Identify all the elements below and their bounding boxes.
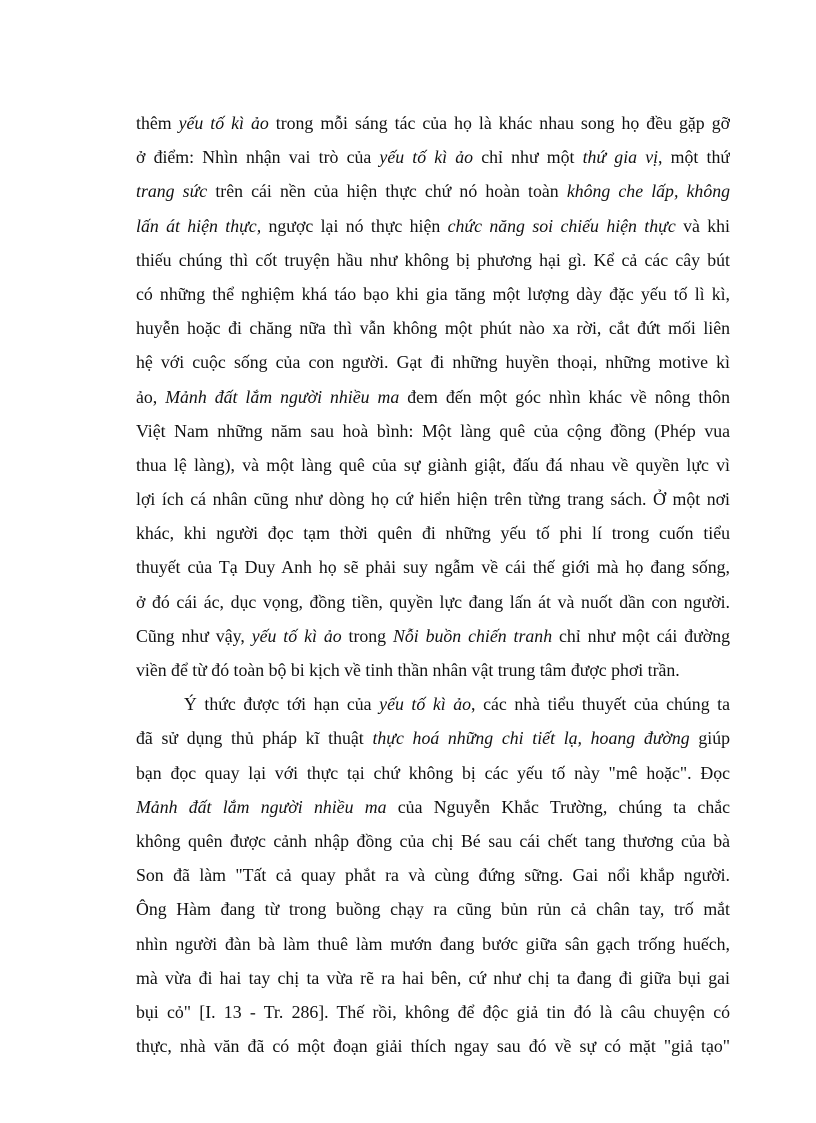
text-line: [136, 927, 730, 961]
text-line: [136, 482, 730, 516]
italic-phrase: Mảnh đất lắm người nhiều ma: [136, 796, 387, 817]
text-run: Ý thức được tới hạn của: [184, 694, 380, 715]
text-run: Cũng như vậy,: [136, 625, 252, 646]
text-run: Việt Nam những năm sau hoà bình: Một làng quê của cộng đồng (Phép vua: [136, 420, 730, 441]
italic-phrase: thứ gia vị: [582, 147, 659, 168]
text-run: ngược lại nó thực hiện: [261, 215, 448, 236]
text-run: , một thứ: [658, 147, 730, 168]
text-line: [136, 277, 730, 311]
text-run: bạn đọc quay lại với thực tại chứ không bị các yếu tố này "mê hoặc". Đọc: [136, 762, 730, 783]
text-run: thiếu chúng thì cốt truyện hầu như không bị phương hại gì. Kể cả các cây bút: [136, 249, 730, 270]
text-run: thực, nhà văn đã có một đoạn giải thích ngay sau đó về sự có mặt "giả tạo": [136, 1036, 730, 1057]
text-run: ở đó cái ác, dục vọng, đồng tiền, quyền lực đang lấn át và nuốt dần con người.: [136, 591, 730, 612]
text-line: [136, 516, 730, 550]
text-line: [136, 380, 730, 414]
text-line: [136, 140, 730, 174]
body-text: [136, 106, 730, 1063]
text-line: [136, 892, 730, 926]
text-run: khác, khi người đọc tạm thời quên đi những yếu tố phi lí trong cuốn tiểu: [136, 523, 730, 544]
italic-phrase: lấn át hiện thực,: [136, 215, 262, 236]
text-run: trên cái nền của hiện thực chứ nó hoàn toàn: [207, 181, 567, 202]
text-run: Son đã làm "Tất cả quay phắt ra và cùng đứng sững. Gai nổi khắp người.: [136, 865, 730, 886]
text-run: viền để từ đó toàn bộ bi kịch về tinh thần nhân vật trung tâm được phơi trần.: [136, 660, 680, 680]
text-run: chỉ như một: [473, 147, 583, 168]
text-line: [136, 448, 730, 482]
text-line: [136, 174, 730, 208]
text-line: [136, 858, 730, 892]
text-run: mà vừa đi hai tay chị ta vừa rẽ ra hai bên, cứ như chị ta đang đi giữa bụi gai: [136, 967, 730, 988]
text-run: trong: [341, 625, 394, 646]
italic-phrase: trang sức: [136, 181, 208, 202]
text-run: đem đến một góc nhìn khác về nông thôn: [399, 386, 730, 407]
text-line: [136, 414, 730, 448]
italic-phrase: yếu tố kì ảo: [251, 625, 342, 646]
text-line: [136, 995, 730, 1029]
text-run: ở điểm: Nhìn nhận vai trò của: [136, 147, 380, 168]
text-run: nhìn người đàn bà làm thuê làm mướn đang bước giữa sân gạch trống huếch,: [136, 933, 730, 954]
italic-phrase: Nỗi buồn chiến tranh: [393, 625, 553, 646]
text-line: [136, 243, 730, 277]
text-run: , các nhà tiểu thuyết của chúng ta: [471, 694, 730, 715]
text-run: hệ với cuộc sống của con người. Gạt đi những huyền thoại, những motive kì: [136, 352, 730, 373]
text-line: [136, 209, 730, 243]
text-line: [136, 585, 730, 619]
text-line: [136, 687, 730, 721]
text-run: có những thể nghiệm khá táo bạo khi gia tăng một lượng dày đặc yếu tố lì kì,: [136, 283, 730, 304]
italic-phrase: yếu tố kì ảo: [178, 113, 269, 133]
text-line: [136, 345, 730, 379]
text-run: của Nguyễn Khắc Trường, chúng ta chắc: [386, 796, 730, 817]
italic-phrase: Mảnh đất lắm người nhiều ma: [165, 386, 400, 407]
text-line: [136, 311, 730, 345]
text-run: Ông Hàm đang từ trong buồng chạy ra cũng bủn rủn cả chân tay, trố mắt: [136, 899, 730, 920]
text-line: [136, 790, 730, 824]
text-run: lợi ích cá nhân cũng như dòng họ cứ hiển hiện trên từng trang sách. Ở một nơi: [136, 489, 730, 510]
text-run: ảo,: [136, 386, 166, 407]
text-line: [136, 824, 730, 858]
text-run: trong mỗi sáng tác của họ là khác nhau song họ đều gặp gỡ: [268, 113, 730, 133]
text-run: chỉ như một cái đường: [552, 625, 730, 646]
italic-phrase: chức năng soi chiếu hiện thực: [447, 215, 676, 236]
text-run: thêm: [136, 113, 179, 133]
text-line: [136, 961, 730, 995]
text-run: đã sử dụng thủ pháp kĩ thuật: [136, 728, 373, 749]
text-run: không quên được cảnh nhập đồng của chị Bé sau cái chết tang thương của bà: [136, 830, 730, 851]
italic-phrase: thực hoá những chi tiết lạ, hoang đường: [372, 728, 690, 749]
italic-phrase: yếu tố kì ảo: [379, 147, 474, 168]
text-line: [136, 756, 730, 790]
text-line: [136, 550, 730, 584]
text-line: [136, 1029, 730, 1063]
text-line: [136, 721, 730, 755]
text-line: [136, 653, 730, 687]
text-run: và khi: [675, 215, 730, 236]
text-run: thua lệ làng), và một làng quê của sự giành giật, đấu đá nhau về quyền lực vì: [136, 454, 730, 475]
text-run: thuyết của Tạ Duy Anh họ sẽ phải suy ngẫm về cái thế giới mà họ đang sống,: [136, 557, 730, 578]
text-run: giúp: [689, 728, 730, 749]
italic-phrase: không che lấp, không: [566, 181, 730, 202]
text-run: bụi cỏ" [I. 13 - Tr. 286]. Thế rồi, không để độc giả tin đó là câu chuyện có: [136, 1001, 730, 1022]
text-line: [136, 106, 730, 140]
italic-phrase: yếu tố kì ảo: [379, 694, 472, 715]
text-line: [136, 619, 730, 653]
text-run: huyễn hoặc đi chăng nữa thì vẫn không một phút nào xa rời, cắt đứt mối liên: [136, 318, 730, 339]
